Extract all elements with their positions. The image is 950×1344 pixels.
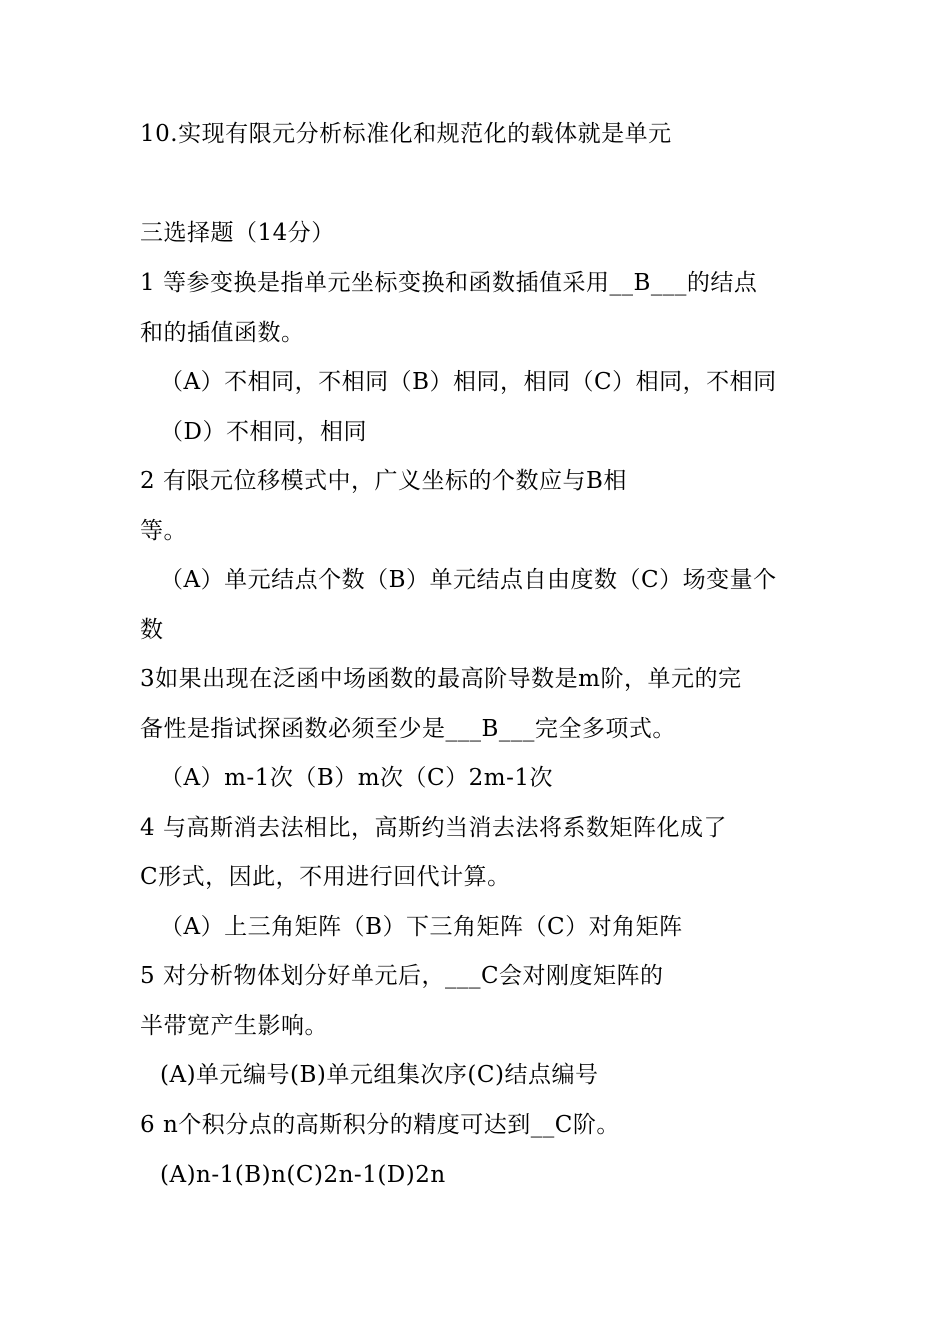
question-1-line-2: 和的插值函数。: [140, 320, 305, 346]
question-6-options-line-1: (A)n-1(B)n(C)2n-1(D)2n: [160, 1162, 446, 1188]
question-5-line-2: 半带宽产生影响。: [140, 1013, 328, 1039]
question-5-options-line-1: (A)单元编号(B)单元组集次序(C)结点编号: [160, 1062, 599, 1088]
statement-10: 10.实现有限元分析标准化和规范化的载体就是单元: [140, 121, 672, 147]
question-1-line-1: 1 等参变换是指单元坐标变换和函数插值采用__B___的结点: [140, 270, 758, 296]
question-2-options-line-1: （A）单元结点个数（B）单元结点自由度数（C）场变量个: [160, 567, 777, 593]
question-2-line-1: 2 有限元位移模式中，广义坐标的个数应与B相: [140, 468, 627, 494]
question-1-options-line-1: （A）不相同，不相同（B）相同，相同（C）相同，不相同: [160, 369, 777, 395]
question-4-options-line-1: （A）上三角矩阵（B）下三角矩阵（C）对角矩阵: [160, 914, 683, 940]
section-heading: 三选择题（14分）: [140, 220, 335, 246]
question-2-line-2: 等。: [140, 518, 187, 544]
question-5-line-1: 5 对分析物体划分好单元后，___C会对刚度矩阵的: [140, 963, 664, 989]
question-1-options-line-2: （D）不相同，相同: [160, 419, 367, 445]
question-3-line-1: 3如果出现在泛函中场函数的最高阶导数是m阶，单元的完: [140, 666, 742, 692]
question-3-line-2: 备性是指试探函数必须至少是___B___完全多项式。: [140, 716, 676, 742]
question-4-line-2: C形式，因此，不用进行回代计算。: [140, 864, 511, 890]
question-6-line-1: 6 n个积分点的高斯积分的精度可达到__C阶。: [140, 1112, 620, 1138]
question-2-options-line-2: 数: [140, 617, 164, 643]
question-3-options-line-1: （A）m-1次（B）m次（C）2m-1次: [160, 765, 553, 791]
question-4-line-1: 4 与高斯消去法相比，高斯约当消去法将系数矩阵化成了: [140, 815, 727, 841]
